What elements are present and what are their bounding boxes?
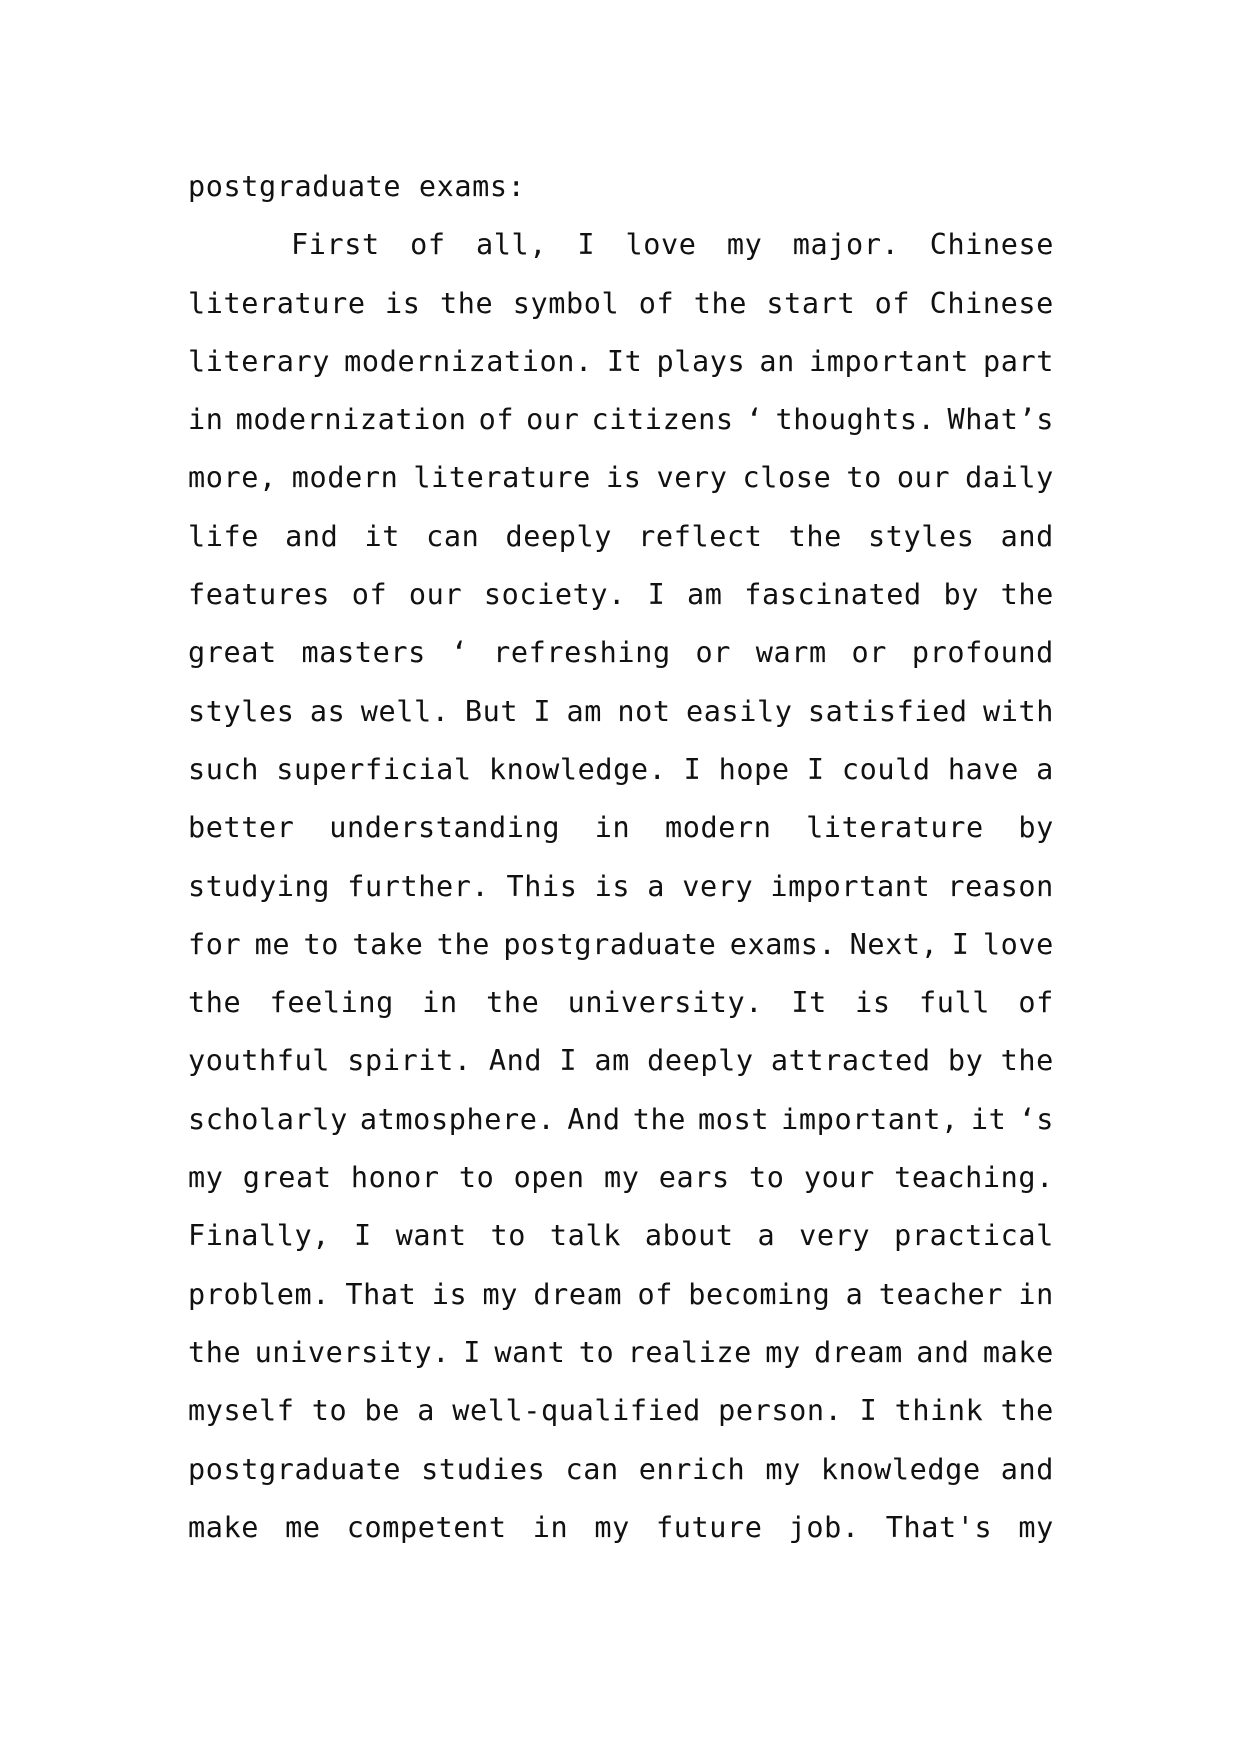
- text-line: [188, 275, 1054, 333]
- word: great: [242, 1161, 332, 1195]
- word: Finally,: [188, 1219, 331, 1253]
- word: or: [851, 636, 888, 670]
- word: I: [683, 752, 702, 786]
- word: the: [1000, 1044, 1054, 1078]
- word: the: [440, 286, 494, 320]
- word: I: [559, 1044, 578, 1078]
- word: part: [982, 344, 1054, 378]
- word: postgraduate: [188, 1452, 402, 1486]
- text-line: [188, 624, 1054, 682]
- word: such: [188, 752, 260, 786]
- word: it: [364, 519, 401, 553]
- word: hope: [718, 752, 790, 786]
- word: make: [188, 1510, 260, 1544]
- word: well-qualified: [452, 1394, 701, 1428]
- text-line: [188, 1091, 1054, 1149]
- word: better: [188, 811, 295, 845]
- word: thoughts.: [775, 403, 936, 437]
- word: deeply: [505, 519, 613, 553]
- word: And: [488, 1044, 543, 1078]
- text-line: [188, 1324, 1054, 1382]
- word: your: [803, 1161, 875, 1195]
- word: and: [285, 519, 339, 553]
- word: reflect: [638, 519, 763, 553]
- word: the: [788, 519, 842, 553]
- word: by: [943, 578, 979, 612]
- word: youthful: [188, 1044, 331, 1078]
- word: problem.: [188, 1277, 331, 1311]
- word: the: [486, 986, 540, 1020]
- word: university.: [254, 1335, 450, 1369]
- word: I: [533, 694, 552, 728]
- word: the: [436, 927, 490, 961]
- text-line: [188, 1207, 1054, 1265]
- word: me: [285, 1510, 321, 1544]
- text-line: [188, 1266, 1054, 1324]
- word: First: [291, 228, 380, 262]
- word: features: [188, 578, 331, 612]
- word: studies: [421, 1452, 546, 1486]
- word: deeply: [647, 1044, 754, 1078]
- word: attracted: [770, 1044, 931, 1078]
- word: is: [855, 986, 891, 1020]
- word: masters: [301, 636, 426, 670]
- word: well.: [360, 694, 450, 728]
- word: of: [874, 286, 911, 320]
- word: with: [982, 694, 1054, 728]
- word: I: [859, 1394, 878, 1428]
- text-line: [188, 1149, 1054, 1207]
- body-text: [188, 158, 1054, 1557]
- word: it: [970, 1102, 1007, 1136]
- word: important: [770, 869, 931, 903]
- word: is: [605, 461, 642, 495]
- word: in: [188, 403, 224, 437]
- word: enrich: [638, 1452, 746, 1486]
- word: great: [188, 636, 277, 670]
- word: all,: [476, 228, 548, 262]
- word: want: [395, 1219, 467, 1253]
- word: a: [845, 1277, 864, 1311]
- word: I: [647, 578, 666, 612]
- word: easily: [685, 694, 793, 728]
- word: my: [188, 1161, 224, 1195]
- word: further.: [347, 869, 490, 903]
- word: very: [682, 869, 754, 903]
- word: major.: [792, 228, 900, 262]
- word: myself: [188, 1394, 295, 1428]
- word: very: [656, 461, 728, 495]
- word: make: [982, 1335, 1054, 1369]
- text-line: postgraduate exams:: [188, 170, 526, 203]
- word: by: [1018, 811, 1054, 845]
- word: literature: [806, 811, 984, 845]
- word: scholarly: [188, 1102, 348, 1136]
- word: This: [506, 869, 578, 903]
- word: more,: [188, 461, 277, 495]
- word: my: [594, 1510, 630, 1544]
- word: superficial: [276, 752, 472, 786]
- word: think: [894, 1394, 984, 1428]
- word: can: [426, 519, 480, 553]
- word: very: [799, 1219, 871, 1253]
- word: That: [345, 1277, 417, 1311]
- word: to: [749, 1161, 785, 1195]
- text-line: [188, 216, 1054, 274]
- word: modern: [291, 461, 399, 495]
- word: ‘s: [1018, 1102, 1054, 1136]
- word: the: [188, 1335, 242, 1369]
- word: competent: [346, 1510, 507, 1544]
- word: daily: [965, 461, 1054, 495]
- text-line: [188, 741, 1054, 799]
- word: fascinated: [744, 578, 922, 612]
- word: That's: [885, 1510, 993, 1544]
- word: refreshing: [493, 636, 671, 670]
- word: ears: [658, 1161, 730, 1195]
- word: full: [919, 986, 991, 1020]
- text-line: [188, 1499, 1054, 1557]
- word: modernization.: [344, 344, 593, 378]
- word: is: [431, 1277, 468, 1311]
- word: literary: [188, 344, 331, 378]
- word: in: [594, 811, 631, 845]
- text-line: [188, 449, 1054, 507]
- word: am: [594, 1044, 630, 1078]
- word: the: [693, 286, 747, 320]
- word: of: [1018, 986, 1054, 1020]
- word: important,: [781, 1102, 959, 1136]
- word: I: [353, 1219, 372, 1253]
- word: exams.: [729, 927, 837, 961]
- word: studying: [188, 869, 331, 903]
- word: me: [254, 927, 291, 961]
- word: knowledge.: [488, 752, 667, 786]
- word: of: [638, 286, 675, 320]
- word: practical: [894, 1219, 1054, 1253]
- word: realize: [627, 1335, 752, 1369]
- word: want: [494, 1335, 566, 1369]
- word: my: [603, 1161, 640, 1195]
- word: atmosphere.: [359, 1102, 556, 1136]
- word: love: [625, 228, 697, 262]
- word: about: [644, 1219, 734, 1253]
- word: my: [765, 1452, 801, 1486]
- word: I: [806, 752, 825, 786]
- word: feeling: [269, 986, 394, 1020]
- word: a: [1036, 752, 1054, 786]
- word: a: [757, 1219, 776, 1253]
- word: of: [351, 578, 388, 612]
- text-line: [188, 1441, 1054, 1499]
- word: And: [567, 1102, 621, 1136]
- word: understanding: [329, 811, 561, 845]
- word: love: [982, 927, 1054, 961]
- word: university.: [567, 986, 763, 1020]
- word: is: [385, 286, 421, 320]
- word: to: [303, 927, 339, 961]
- text-line: [188, 391, 1054, 449]
- text-line: [188, 799, 1054, 857]
- word: my: [1018, 1510, 1054, 1544]
- word: of: [637, 1277, 673, 1311]
- word: to: [311, 1394, 348, 1428]
- word: I: [951, 927, 970, 961]
- word: But: [464, 694, 519, 728]
- text-line: [188, 858, 1054, 916]
- word: reason: [947, 869, 1054, 903]
- word: life: [188, 519, 260, 553]
- word: I: [463, 1335, 482, 1369]
- word: to: [458, 1161, 495, 1195]
- word: can: [565, 1452, 619, 1486]
- word: teaching.: [894, 1161, 1054, 1195]
- word: am: [566, 694, 603, 728]
- word: take: [352, 927, 424, 961]
- word: It: [791, 986, 827, 1020]
- word: becoming: [688, 1277, 831, 1311]
- word: have: [947, 752, 1019, 786]
- word: and: [1000, 519, 1054, 553]
- word: literature: [188, 286, 366, 320]
- text-line: [188, 974, 1054, 1032]
- text-line: [188, 916, 1054, 974]
- word: dream: [814, 1335, 903, 1369]
- word: ‘: [745, 403, 764, 437]
- text-line: [188, 333, 1054, 391]
- word: I: [577, 228, 596, 262]
- word: job.: [788, 1510, 860, 1544]
- word: Next,: [849, 927, 939, 961]
- word: my: [482, 1277, 519, 1311]
- word: the: [1000, 1394, 1054, 1428]
- word: in: [422, 986, 458, 1020]
- word: modernization: [235, 403, 467, 437]
- word: my: [765, 1335, 801, 1369]
- word: future: [655, 1510, 763, 1544]
- word: plays: [656, 344, 746, 378]
- word: for: [188, 927, 242, 961]
- word: could: [841, 752, 931, 786]
- word: spirit.: [347, 1044, 472, 1078]
- word: in: [1018, 1277, 1054, 1311]
- word: postgraduate: [503, 927, 717, 961]
- word: of: [410, 228, 446, 262]
- text-line: [188, 566, 1054, 624]
- word: an: [759, 344, 795, 378]
- word: is: [594, 869, 631, 903]
- word: Chinese: [929, 286, 1054, 320]
- word: the: [632, 1102, 686, 1136]
- word: and: [1000, 1452, 1054, 1486]
- word: my: [726, 228, 763, 262]
- word: teacher: [878, 1277, 1004, 1311]
- word: dream: [533, 1277, 623, 1311]
- word: literature: [413, 461, 591, 495]
- word: person.: [718, 1394, 843, 1428]
- word: of: [478, 403, 515, 437]
- word: in: [532, 1510, 569, 1544]
- word: our: [526, 403, 580, 437]
- word: be: [364, 1394, 401, 1428]
- word: or: [695, 636, 731, 670]
- word: styles: [867, 519, 975, 553]
- word: to: [846, 461, 882, 495]
- word: honor: [350, 1161, 440, 1195]
- word: as: [309, 694, 346, 728]
- word: our: [896, 461, 951, 495]
- word: a: [647, 869, 666, 903]
- word: It: [606, 344, 643, 378]
- word: the: [1000, 578, 1054, 612]
- word: society.: [483, 578, 626, 612]
- word: symbol: [512, 286, 620, 320]
- text-line: [188, 683, 1054, 741]
- word: profound: [911, 636, 1054, 670]
- word: citizens: [591, 403, 734, 437]
- word: open: [513, 1161, 585, 1195]
- word: satisfied: [807, 694, 968, 728]
- word: Chinese: [929, 228, 1054, 262]
- word: warm: [755, 636, 827, 670]
- word: What’s: [947, 403, 1054, 437]
- word: to: [578, 1335, 615, 1369]
- word: important: [809, 344, 969, 378]
- word: and: [916, 1335, 970, 1369]
- word: a: [417, 1394, 436, 1428]
- word: start: [766, 286, 856, 320]
- word: most: [698, 1102, 770, 1136]
- word: talk: [549, 1219, 621, 1253]
- text-line: [188, 508, 1054, 566]
- word: modern: [664, 811, 772, 845]
- word: not: [617, 694, 671, 728]
- text-line: [188, 1382, 1054, 1440]
- word: to: [490, 1219, 527, 1253]
- word: by: [947, 1044, 984, 1078]
- word: close: [742, 461, 832, 495]
- word: knowledge: [820, 1452, 981, 1486]
- word: styles: [188, 694, 295, 728]
- word: our: [408, 578, 463, 612]
- text-line: [188, 1032, 1054, 1090]
- word: the: [188, 986, 242, 1020]
- word: ‘: [450, 636, 469, 670]
- word: am: [687, 578, 723, 612]
